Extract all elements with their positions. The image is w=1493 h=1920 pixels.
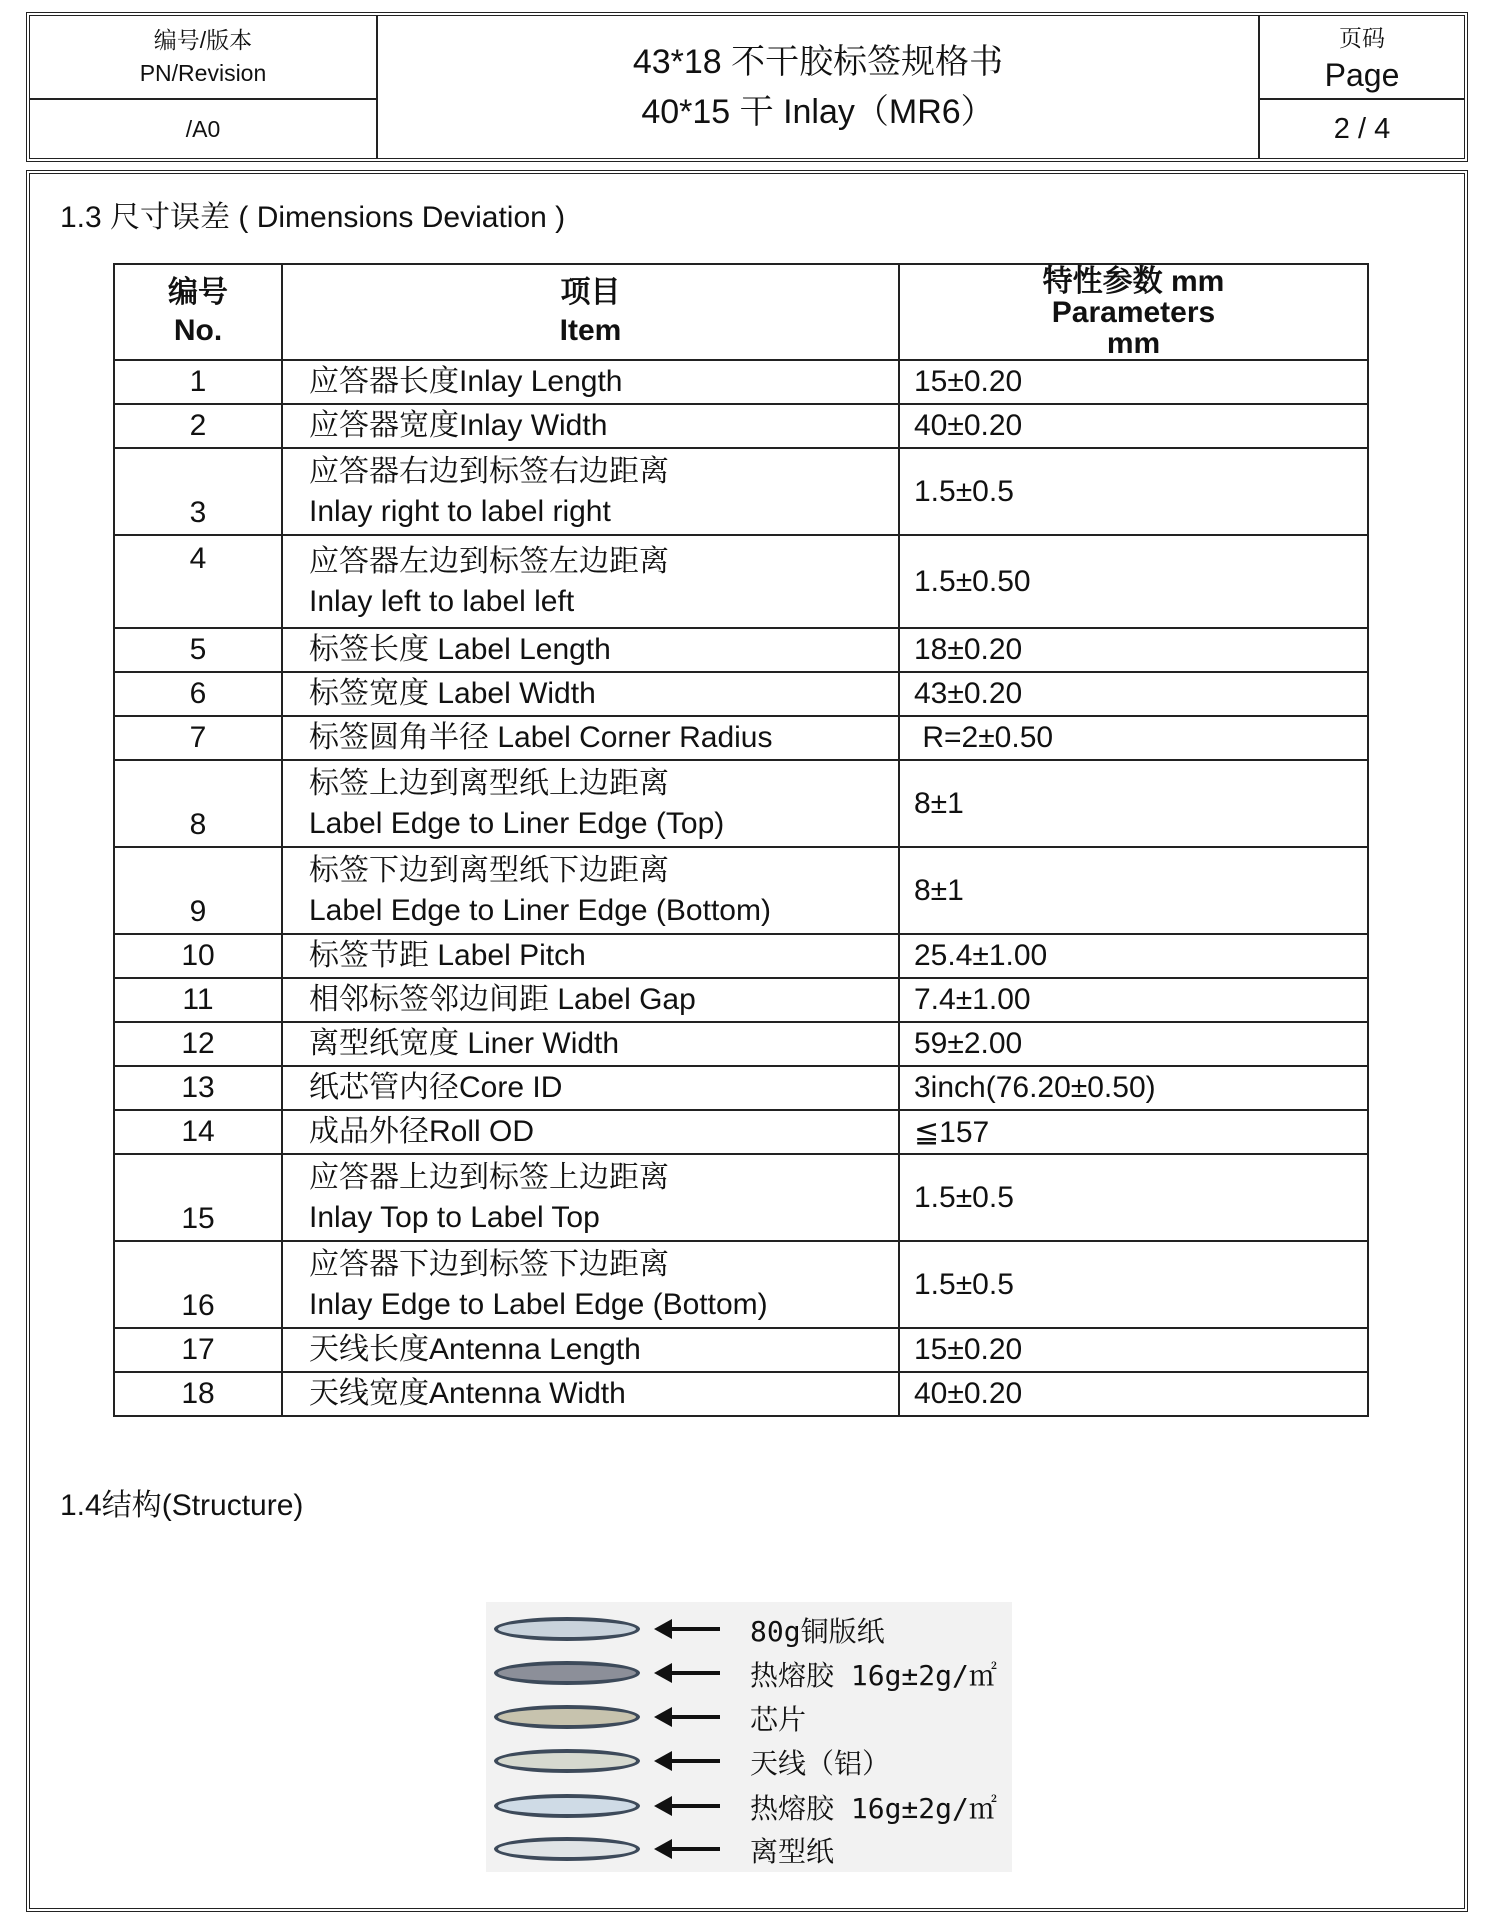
table-row bbox=[114, 448, 1368, 535]
item-line-1: 标签圆角半径 Label Corner Radius bbox=[309, 721, 773, 754]
item-line-1: 应答器宽度Inlay Width bbox=[309, 409, 608, 442]
row-value: 8±1 bbox=[899, 760, 1368, 847]
title-line-1: 43*18 不干胶标签规格书 bbox=[632, 43, 1004, 81]
layer-ellipse bbox=[494, 1794, 640, 1818]
item-line-1: 天线宽度Antenna Width bbox=[309, 1377, 626, 1410]
header-param-unit: mm bbox=[1106, 326, 1161, 360]
row-value: 40±0.20 bbox=[899, 404, 1368, 448]
item-line-1: 相邻标签邻边间距 Label Gap bbox=[309, 983, 696, 1016]
header-param-en: Parameters bbox=[1051, 295, 1216, 329]
row-value: 1.5±0.5 bbox=[899, 1241, 1368, 1328]
row-item bbox=[282, 1241, 899, 1328]
row-number: 16 bbox=[114, 1241, 282, 1328]
item-line-1: 标签上边到离型纸上边距离 bbox=[309, 766, 669, 800]
row-value: 25.4±1.00 bbox=[899, 934, 1368, 978]
row-value: 3inch(76.20±0.50) bbox=[899, 1066, 1368, 1110]
row-number: 15 bbox=[114, 1154, 282, 1241]
structure-layer bbox=[486, 1740, 1012, 1782]
row-item bbox=[282, 716, 899, 760]
row-value: 1.5±0.50 bbox=[899, 535, 1368, 628]
layer-ellipse bbox=[494, 1749, 640, 1773]
row-item bbox=[282, 1154, 899, 1241]
section-title-structure: 1.4结构(Structure) bbox=[60, 1489, 304, 1522]
row-value: 8±1 bbox=[899, 847, 1368, 934]
table-row bbox=[114, 672, 1368, 716]
row-value: 1.5±0.5 bbox=[899, 448, 1368, 535]
row-value: 18±0.20 bbox=[899, 628, 1368, 672]
row-item bbox=[282, 628, 899, 672]
header-item-en: Item bbox=[559, 314, 622, 347]
structure-layer bbox=[486, 1652, 1012, 1694]
header-no-en: No. bbox=[173, 314, 223, 347]
structure-diagram bbox=[486, 1602, 1012, 1872]
row-value: 40±0.20 bbox=[899, 1372, 1368, 1416]
table-row bbox=[114, 1241, 1368, 1328]
section-title-dimensions: 1.3 尺寸误差 ( Dimensions Deviation ) bbox=[60, 201, 566, 234]
arrow-left-icon bbox=[670, 1804, 720, 1808]
structure-layer bbox=[486, 1608, 1012, 1650]
row-item bbox=[282, 1372, 899, 1416]
row-item bbox=[282, 760, 899, 847]
structure-layer bbox=[486, 1785, 1012, 1827]
table-row bbox=[114, 847, 1368, 934]
table-row bbox=[114, 535, 1368, 628]
row-number: 13 bbox=[114, 1066, 282, 1110]
layer-label: 热熔胶 16g±2g/㎡ bbox=[750, 1659, 997, 1692]
row-number: 8 bbox=[114, 760, 282, 847]
item-line-1: 成品外径Roll OD bbox=[309, 1115, 535, 1148]
table-row bbox=[114, 1022, 1368, 1066]
structure-layer bbox=[486, 1828, 1012, 1870]
page-label-en: Page bbox=[1324, 57, 1400, 93]
layer-label: 芯片 bbox=[750, 1703, 807, 1736]
arrow-left-icon bbox=[670, 1715, 720, 1719]
revision-cell bbox=[30, 100, 378, 158]
header-item bbox=[282, 264, 899, 360]
layer-label: 天线（铝） bbox=[750, 1747, 891, 1780]
layer-ellipse bbox=[494, 1705, 640, 1729]
layer-ellipse bbox=[494, 1837, 640, 1861]
pn-revision-label-cell bbox=[30, 16, 378, 100]
table-row bbox=[114, 1328, 1368, 1372]
row-number: 10 bbox=[114, 934, 282, 978]
row-value: 7.4±1.00 bbox=[899, 978, 1368, 1022]
layer-ellipse bbox=[494, 1617, 640, 1641]
revision-value: /A0 bbox=[185, 115, 221, 142]
row-number: 9 bbox=[114, 847, 282, 934]
item-line-1: 标签宽度 Label Width bbox=[309, 677, 596, 710]
structure-layer bbox=[486, 1696, 1012, 1738]
arrow-left-icon bbox=[670, 1847, 720, 1851]
header-param-cn: 特性参数 mm bbox=[1042, 264, 1225, 298]
item-line-2: Inlay Edge to Label Edge (Bottom) bbox=[309, 1287, 768, 1321]
row-item bbox=[282, 1066, 899, 1110]
row-item bbox=[282, 672, 899, 716]
row-number: 12 bbox=[114, 1022, 282, 1066]
table-row bbox=[114, 1066, 1368, 1110]
table-row bbox=[114, 360, 1368, 404]
row-number: 3 bbox=[114, 448, 282, 535]
item-line-1: 应答器右边到标签右边距离 bbox=[309, 454, 669, 488]
header-no-cn: 编号 bbox=[168, 276, 228, 309]
item-line-2: Inlay right to label right bbox=[309, 494, 611, 528]
title-line-2: 40*15 干 Inlay（MR6） bbox=[641, 93, 995, 131]
row-number: 4 bbox=[114, 535, 282, 628]
page-number-cell bbox=[1258, 100, 1464, 158]
table-row bbox=[114, 404, 1368, 448]
row-item bbox=[282, 360, 899, 404]
row-number: 5 bbox=[114, 628, 282, 672]
row-value: 15±0.20 bbox=[899, 360, 1368, 404]
row-number: 6 bbox=[114, 672, 282, 716]
layer-label: 80g铜版纸 bbox=[750, 1615, 885, 1648]
row-item bbox=[282, 934, 899, 978]
row-number: 7 bbox=[114, 716, 282, 760]
layer-label: 热熔胶 16g±2g/㎡ bbox=[750, 1792, 997, 1825]
row-value: 59±2.00 bbox=[899, 1022, 1368, 1066]
row-item bbox=[282, 978, 899, 1022]
row-value: 1.5±0.5 bbox=[899, 1154, 1368, 1241]
row-value: ≦157 bbox=[899, 1110, 1368, 1154]
row-value: R=2±0.50 bbox=[899, 716, 1368, 760]
row-number: 18 bbox=[114, 1372, 282, 1416]
header-no bbox=[114, 264, 282, 360]
table-row bbox=[114, 760, 1368, 847]
arrow-left-icon bbox=[670, 1627, 720, 1631]
row-item bbox=[282, 404, 899, 448]
table-row bbox=[114, 716, 1368, 760]
item-line-1: 天线长度Antenna Length bbox=[309, 1333, 641, 1366]
item-line-2: Inlay Top to Label Top bbox=[309, 1200, 600, 1234]
header-parameters bbox=[899, 264, 1368, 360]
table-row bbox=[114, 1154, 1368, 1241]
table-row bbox=[114, 978, 1368, 1022]
document-title bbox=[378, 16, 1258, 158]
arrow-left-icon bbox=[670, 1671, 720, 1675]
page-number: 2 / 4 bbox=[1333, 112, 1391, 145]
pn-label-cn: 编号/版本 bbox=[153, 27, 253, 53]
item-line-1: 应答器下边到标签下边距离 bbox=[309, 1247, 669, 1281]
item-line-1: 离型纸宽度 Liner Width bbox=[309, 1027, 620, 1060]
table-row bbox=[114, 628, 1368, 672]
table-row bbox=[114, 934, 1368, 978]
header-item-cn: 项目 bbox=[560, 276, 621, 309]
row-item bbox=[282, 1022, 899, 1066]
row-item bbox=[282, 448, 899, 535]
row-number: 14 bbox=[114, 1110, 282, 1154]
table-header-row bbox=[114, 264, 1368, 360]
row-item bbox=[282, 1328, 899, 1372]
item-line-1: 应答器左边到标签左边距离 bbox=[309, 544, 669, 578]
table-row bbox=[114, 1110, 1368, 1154]
layer-label: 离型纸 bbox=[750, 1835, 835, 1868]
row-number: 17 bbox=[114, 1328, 282, 1372]
item-line-1: 纸芯管内径Core ID bbox=[309, 1071, 563, 1104]
row-number: 11 bbox=[114, 978, 282, 1022]
item-line-1: 标签节距 Label Pitch bbox=[309, 939, 586, 972]
item-line-2: Label Edge to Liner Edge (Top) bbox=[309, 806, 725, 840]
row-number: 1 bbox=[114, 360, 282, 404]
row-number: 2 bbox=[114, 404, 282, 448]
item-line-1: 标签下边到离型纸下边距离 bbox=[309, 853, 669, 887]
page-label-cn: 页码 bbox=[1339, 25, 1385, 51]
item-line-1: 标签长度 Label Length bbox=[309, 633, 611, 666]
item-line-1: 应答器长度Inlay Length bbox=[309, 365, 623, 398]
table-row bbox=[114, 1372, 1368, 1416]
row-value: 43±0.20 bbox=[899, 672, 1368, 716]
dimensions-table bbox=[113, 263, 1369, 1417]
arrow-left-icon bbox=[670, 1759, 720, 1763]
item-line-2: Inlay left to label left bbox=[309, 584, 575, 618]
row-value: 15±0.20 bbox=[899, 1328, 1368, 1372]
row-item bbox=[282, 535, 899, 628]
row-item bbox=[282, 1110, 899, 1154]
pn-label-en: PN/Revision bbox=[139, 60, 267, 86]
item-line-1: 应答器上边到标签上边距离 bbox=[309, 1160, 669, 1194]
row-item bbox=[282, 847, 899, 934]
page-label-cell bbox=[1258, 16, 1464, 100]
item-line-2: Label Edge to Liner Edge (Bottom) bbox=[309, 893, 771, 927]
document-header bbox=[26, 12, 1468, 162]
layer-ellipse bbox=[494, 1661, 640, 1685]
